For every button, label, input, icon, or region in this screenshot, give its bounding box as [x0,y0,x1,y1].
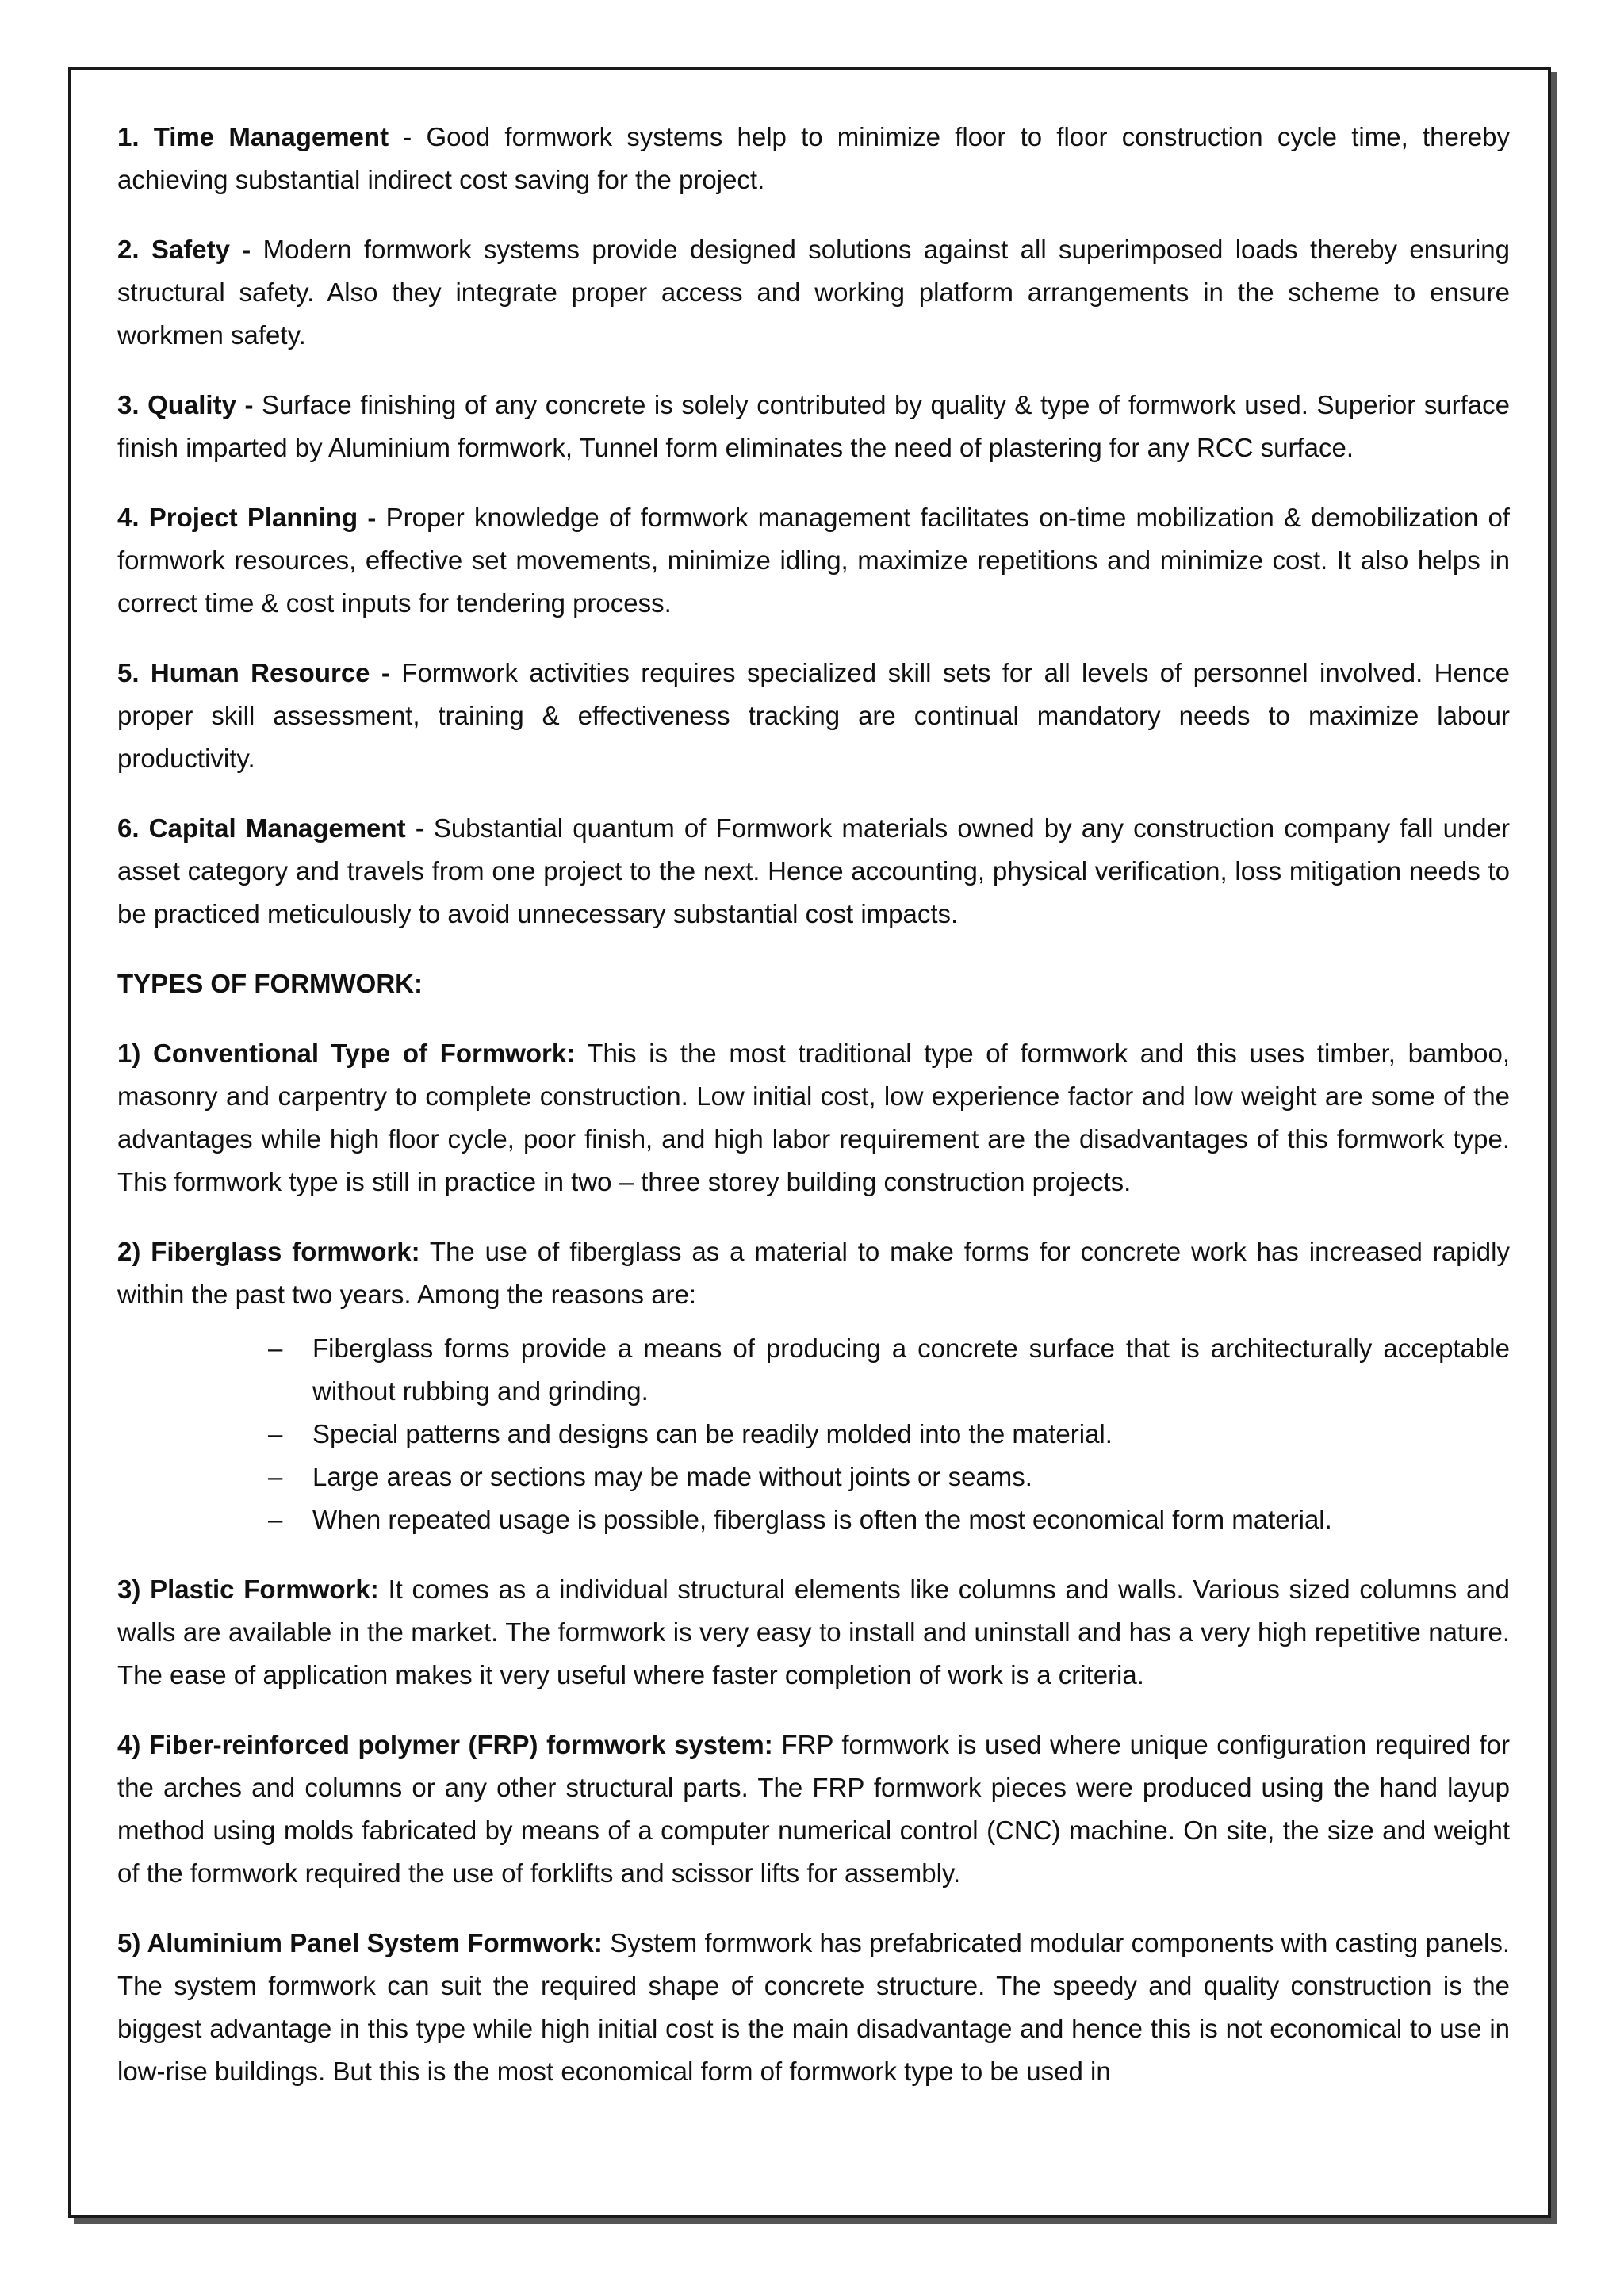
list-item [268,1327,1510,1413]
heading-conventional-formwork: 1) Conventional Type of Formwork: [117,1039,576,1068]
heading-aluminium-formwork: 5) Aluminium Panel System Formwork: [117,1928,603,1957]
heading-project-planning: 4. Project Planning - [117,503,377,532]
body-time-management: Good formwork systems help to minimize floor to floor construction cycle time, thereby achieving substantial indirect cost saving for the project. [117,122,1511,194]
paragraph-safety [117,228,1510,357]
document-body [117,116,1510,2120]
list-item-text: Special patterns and designs can be readily molded into the material. [312,1419,1113,1448]
body-capital-management: Substantial quantum of Formwork materials owned by any construction company fall under asset category and travels from one project to the next. Hence accounting, physical verification, loss mitigation needs to be practiced meticulously to avoid unnecessary substantial cost impacts. [117,813,1510,928]
body-safety: Modern formwork systems provide designed solutions against all superimposed loads thereby ensuring structural safety. Also they integrate proper access and working platform arrangements in the scheme to ensure workmen safety. [117,235,1510,350]
body-plastic-formwork: It comes as a individual structural elements like columns and walls. Various sized columns and walls are available in the market. The formwork is very easy to install and uninstall and has a very high repetitive nature. The ease of application makes it very useful where faster completion of work is a criteria. [117,1575,1510,1689]
paragraph-fiberglass-formwork [117,1230,1510,1316]
list-item [268,1413,1510,1456]
heading-capital-management: 6. Capital Management [117,813,406,843]
list-item-text: When repeated usage is possible, fiberglass is often the most economical form material. [312,1505,1332,1534]
dash-bullet: – [268,1419,283,1448]
separator [376,503,385,532]
paragraph-capital-management [117,807,1510,936]
paragraph-aluminium-formwork [117,1922,1510,2093]
body-fiberglass-formwork: The use of fiberglass as a material to make forms for concrete work has increased rapidly within the past two years. Among the reasons are: [117,1237,1510,1309]
list-item [268,1498,1510,1541]
body-quality: Surface finishing of any concrete is solely contributed by quality & type of formwork used. Superior surface finish imparted by Aluminium formwork, Tunnel form eliminates the need of plastering for any RCC surface. [117,390,1510,462]
dash-bullet: – [268,1334,283,1363]
list-item-text: Large areas or sections may be made without joints or seams. [312,1462,1032,1491]
types-of-formwork-heading: TYPES OF FORMWORK: [117,969,423,998]
paragraph-quality [117,384,1510,469]
separator [253,390,262,419]
body-aluminium-formwork: System formwork has prefabricated modular components with casting panels. The system formwork can suit the required shape of concrete structure. The speedy and quality construction is the biggest advantage in this type while high initial cost is the main disadvantage and hence this is not economical to use in low-rise buildings. But this is the most economical form of formwork type to be used in [117,1928,1510,2086]
list-item-text: Fiberglass forms provide a means of producing a concrete surface that is architecturally acceptable without rubbing and grinding. [312,1334,1510,1406]
heading-frp-formwork: 4) Fiber-reinforced polymer (FRP) formwork system: [117,1730,773,1759]
body-conventional-formwork: This is the most traditional type of formwork and this uses timber, bamboo, masonry and carpentry to complete construction. Low initial cost, low experience factor and low weight are some of the advantages while high floor cycle, poor finish, and high labor requirement are the disadvantages of this formwork type. This formwork type is still in practice in two – three storey building construction projects. [117,1039,1510,1196]
heading-safety: 2. Safety - [117,235,251,264]
paragraph-time-management [117,116,1510,201]
list-item [268,1456,1510,1498]
paragraph-conventional-formwork [117,1032,1510,1203]
heading-quality: 3. Quality - [117,390,254,419]
heading-fiberglass-formwork: 2) Fiberglass formwork: [117,1237,420,1266]
paragraph-plastic-formwork [117,1568,1510,1697]
fiberglass-reasons-list [117,1327,1510,1541]
paragraph-human-resource [117,652,1510,780]
separator [251,235,262,264]
body-project-planning: Proper knowledge of formwork management facilitates on-time mobilization & demobilization of formwork resources, effective set movements, minimize idling, maximize repetitions and minimize cost. It also helps in correct time & cost inputs for tendering process. [117,503,1510,618]
heading-plastic-formwork: 3) Plastic Formwork: [117,1575,379,1604]
heading-time-management: 1. Time Management [117,122,389,151]
separator [390,658,401,687]
body-frp-formwork: FRP formwork is used where unique configuration required for the arches and columns or any other structural parts. The FRP formwork pieces were produced using the hand layup method using molds fabricated by means of a computer numerical control (CNC) machine. On site, the size and weight of the formwork required the use of forklifts and scissor lifts for assembly. [117,1730,1511,1888]
dash-bullet: – [268,1505,283,1534]
paragraph-frp-formwork [117,1724,1510,1895]
paragraph-project-planning [117,496,1510,625]
dash-bullet: – [268,1462,283,1491]
body-human-resource: Formwork activities requires specialized skill sets for all levels of personnel involved. Hence proper skill assessment, training & effectiveness tracking are continual mandatory needs to maximize labour productivity. [117,658,1510,773]
separator: - [405,813,434,843]
separator: - [389,122,427,151]
heading-human-resource: 5. Human Resource - [117,658,390,687]
